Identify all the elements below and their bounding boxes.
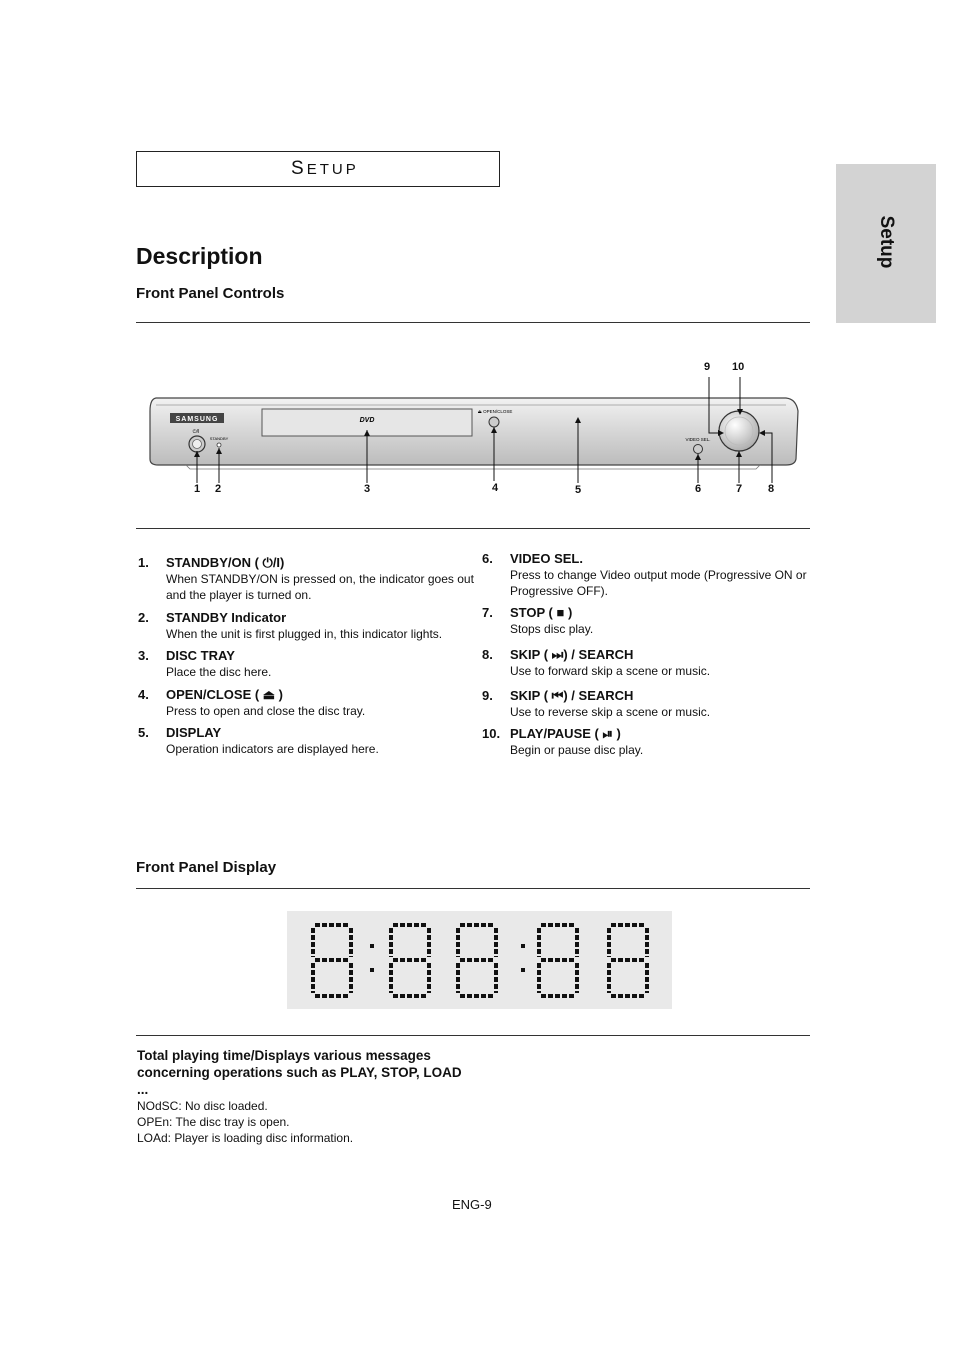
callout-1: 1: [194, 483, 201, 495]
divider: [136, 322, 810, 323]
callout-2: 2: [215, 483, 222, 495]
item-number: 6.: [482, 551, 493, 566]
open-close-button: [489, 417, 499, 427]
item-desc: Begin or pause disc play.: [510, 743, 644, 757]
standby-label: ⏻/I: [192, 429, 200, 435]
item-desc: Use to forward skip a scene or music.: [510, 664, 711, 678]
callout-8: 8: [768, 483, 775, 495]
side-tab-label: Setup: [876, 215, 897, 269]
display-illustration: [287, 911, 672, 1009]
item-title: DISPLAY: [166, 725, 222, 740]
video-sel-label: VIDEO SEL.: [685, 437, 711, 442]
item-title: DISC TRAY: [166, 648, 235, 663]
item-number: 4.: [138, 687, 149, 702]
dvd-logo: DVD: [359, 417, 375, 424]
item-number: 10.: [482, 726, 501, 741]
display-heading: Front Panel Display: [136, 859, 277, 876]
item-desc: Press to change Video output mode (Progressive ON or Progressive OFF).: [510, 568, 807, 598]
item-title: SKIP ( ⏮) / SEARCH: [510, 688, 634, 703]
standby-indicator-label: STANDBY: [209, 436, 229, 441]
item-number: 9.: [482, 688, 493, 703]
item-desc: Stops disc play.: [510, 622, 594, 636]
callout-4: 4: [492, 482, 499, 494]
item-desc: Operation indicators are displayed here.: [166, 742, 379, 756]
item-desc: When the unit is first plugged in, this indicator lights.: [166, 627, 443, 641]
callout-3: 3: [364, 483, 371, 495]
item-title: STANDBY/ON ( ⏻/I): [166, 555, 285, 570]
standby-indicator: [217, 443, 221, 447]
callout-5: 5: [575, 484, 582, 496]
item-number: 2.: [138, 610, 149, 625]
callout-9: 9: [704, 361, 711, 373]
item-desc: Use to reverse skip a scene or music.: [510, 705, 711, 719]
side-tab: [836, 164, 936, 323]
item-title: STANDBY Indicator: [166, 610, 287, 625]
page-number: ENG-9: [452, 1197, 492, 1212]
item-desc: Press to open and close the disc tray.: [166, 704, 366, 718]
item-number: 8.: [482, 647, 493, 662]
item-title: STOP ( ■ ): [510, 605, 573, 620]
item-title: VIDEO SEL.: [510, 551, 583, 566]
section-rest: ETUP: [306, 160, 359, 178]
display-summary: Total playing time/Displays various messages concerning operations such as PLAY, STOP, LOAD ...: [137, 1048, 462, 1097]
item-desc: Place the disc here.: [166, 665, 272, 679]
controls-heading: Front Panel Controls: [136, 285, 285, 302]
note-item: OPEn: The disc tray is open.: [137, 1115, 290, 1129]
item-number: 1.: [138, 555, 149, 570]
section-initial: S: [291, 158, 307, 179]
front-panel-illustration: [136, 355, 810, 505]
item-desc: When STANDBY/ON is pressed on, the indicator goes out and the player is turned on.: [166, 572, 474, 602]
video-sel-button: [694, 445, 703, 454]
callout-10: 10: [732, 361, 745, 373]
divider: [136, 1035, 810, 1036]
divider: [136, 528, 810, 529]
item-title: SKIP ( ⏭) / SEARCH: [510, 647, 634, 662]
callout-7: 7: [736, 483, 743, 495]
callout-6: 6: [695, 483, 702, 495]
note-item: LOAd: Player is loading disc information.: [137, 1131, 354, 1145]
item-title: OPEN/CLOSE ( ⏏ ): [166, 687, 284, 702]
divider: [136, 888, 810, 889]
open-close-label: ⏏ OPEN/CLOSE: [477, 409, 513, 414]
item-number: 5.: [138, 725, 149, 740]
page-title: Description: [136, 243, 263, 269]
brand-logo: SAMSUNG: [175, 416, 219, 423]
section-header: [136, 151, 500, 187]
item-number: 7.: [482, 605, 493, 620]
item-title: PLAY/PAUSE ( ⏯ ): [510, 726, 621, 741]
note-item: NOdSC: No disc loaded.: [137, 1099, 268, 1113]
item-number: 3.: [138, 648, 149, 663]
